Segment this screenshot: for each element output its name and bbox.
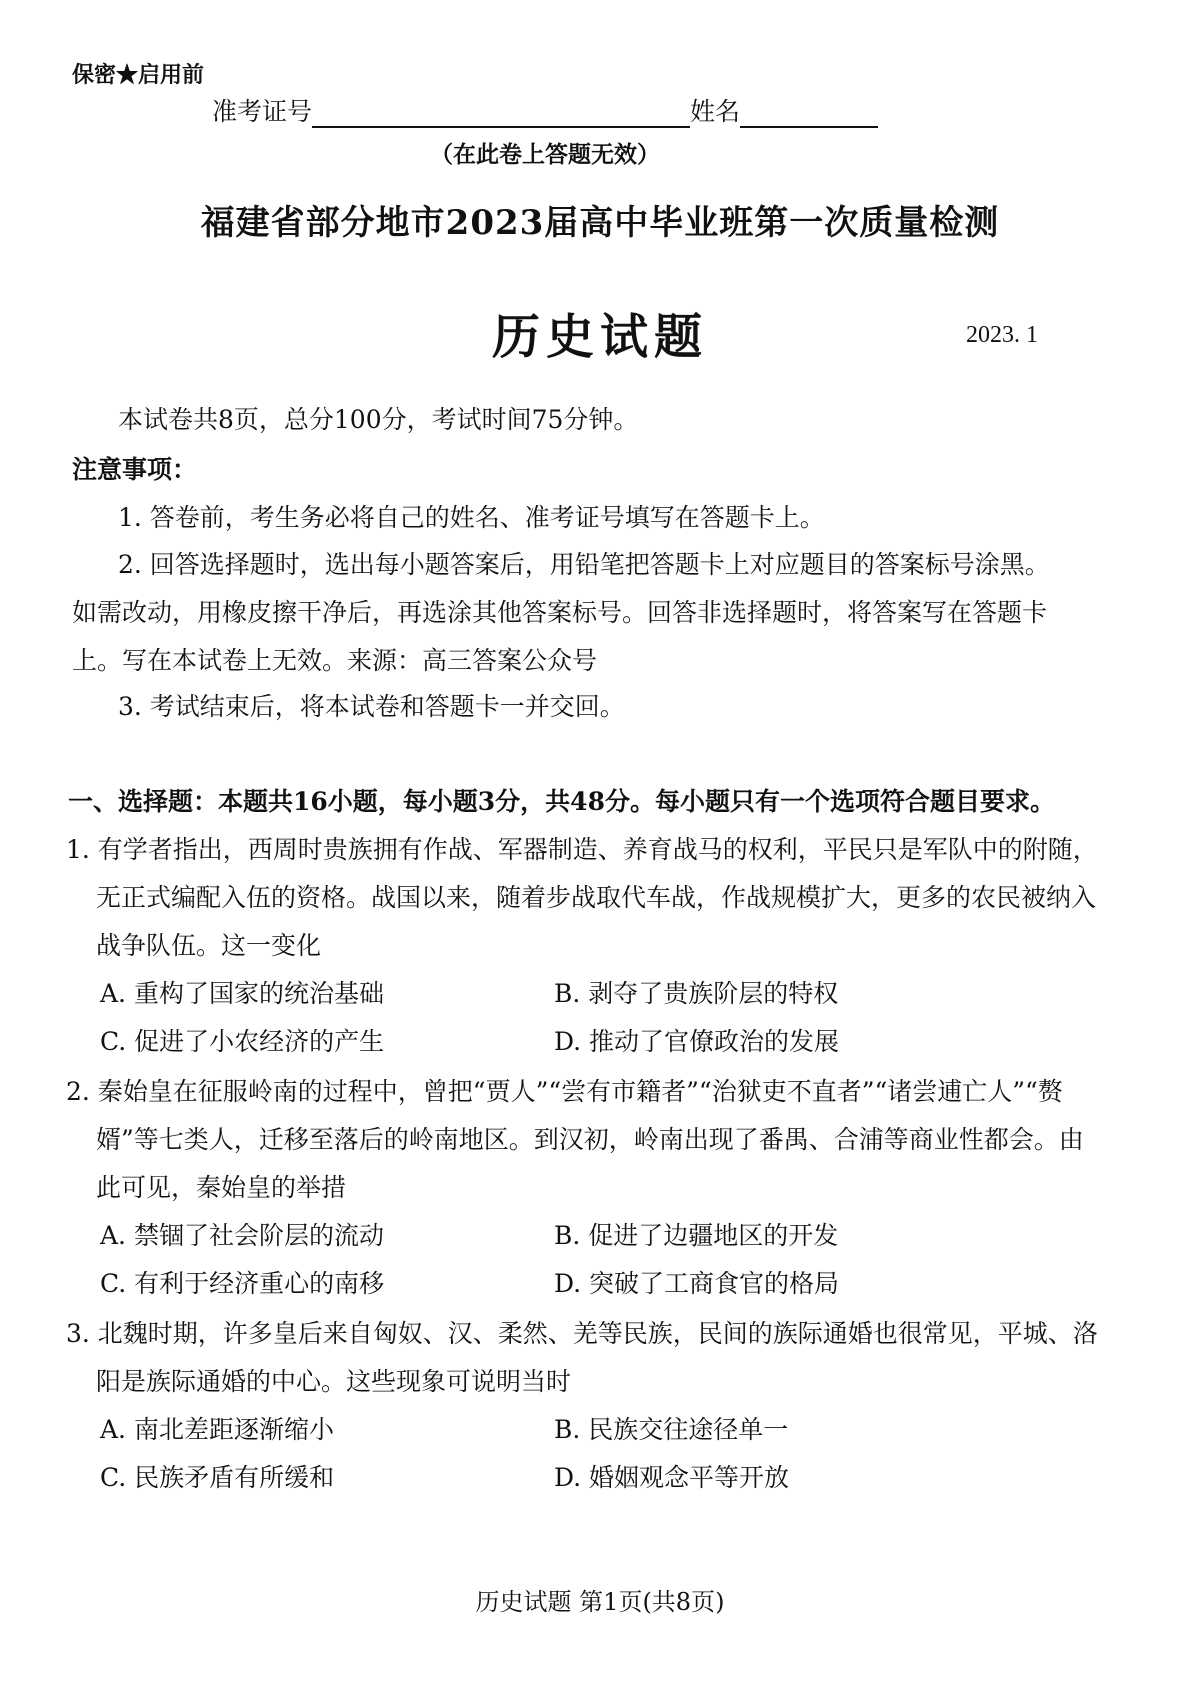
name-blank bbox=[740, 100, 878, 128]
question-1-option-c: C. 促进了小农经济的产生 bbox=[100, 1027, 385, 1056]
exam-intro: 本试卷共8页，总分100分，考试时间75分钟。 bbox=[118, 405, 639, 434]
question-2-option-c: C. 有利于经济重心的南移 bbox=[100, 1269, 385, 1298]
confidential-label: 保密★启用前 bbox=[72, 62, 205, 88]
question-1-option-b: B. 剥夺了贵族阶层的特权 bbox=[554, 979, 839, 1008]
question-2-option-d: D. 突破了工商食官的格局 bbox=[554, 1269, 840, 1298]
name-label: 姓名 bbox=[690, 97, 741, 126]
section-heading: 一、选择题：本题共16小题，每小题3分，共48分。每小题只有一个选项符合题目要求。 bbox=[68, 787, 1055, 816]
exam-title: 福建省部分地市2023届高中毕业班第一次质量检测 bbox=[200, 203, 1000, 243]
question-1-option-d: D. 推动了官僚政治的发展 bbox=[554, 1027, 840, 1056]
question-3-stem: 3. 北魏时期，许多皇后来自匈奴、汉、柔然、羌等民族，民间的族际通婚也很常见，平城、洛阳是族际通婚的中心。这些现象可说明当时 bbox=[66, 1319, 1098, 1396]
page-footer: 历史试题 第1页(共8页) bbox=[475, 1588, 725, 1616]
notice-item-1: 1. 答卷前，考生务必将自己的姓名、准考证号填写在答题卡上。 bbox=[118, 503, 825, 532]
exam-date: 2023. 1 bbox=[966, 322, 1038, 348]
question-1-stem: 1. 有学者指出，西周时贵族拥有作战、军器制造、养育战马的权利，平民只是军队中的附随，无正式编配入伍的资格。战国以来，随着步战取代车战，作战规模扩大，更多的农民被纳入战争队伍。这一变化 bbox=[66, 835, 1098, 960]
answer-invalid-warning: （在此卷上答题无效） bbox=[430, 141, 660, 168]
notice-item-2: 2. 回答选择题时，选出每小题答案后，用铅笔把答题卡上对应题目的答案标号涂黑。如需改动，用橡皮擦干净后，再选涂其他答案标号。回答非选择题时，将答案写在答题卡上。写在本试卷上无效。来源：高三答案公众号 bbox=[72, 550, 1050, 675]
notice-heading: 注意事项： bbox=[72, 455, 198, 484]
ticket-number-blank bbox=[312, 100, 690, 128]
question-1-option-a: A. 重构了国家的统治基础 bbox=[100, 979, 384, 1008]
question-3-option-c: C. 民族矛盾有所缓和 bbox=[100, 1463, 335, 1492]
question-2-option-b: B. 促进了边疆地区的开发 bbox=[554, 1221, 839, 1250]
subject-title: 历史试题 bbox=[491, 309, 708, 365]
notice-item-3: 3. 考试结束后，将本试卷和答题卡一并交回。 bbox=[118, 692, 625, 721]
ticket-number-label: 准考证号 bbox=[212, 97, 313, 126]
candidate-info-row bbox=[212, 92, 878, 128]
question-3-option-d: D. 婚姻观念平等开放 bbox=[554, 1463, 790, 1492]
question-2-option-a: A. 禁锢了社会阶层的流动 bbox=[100, 1221, 384, 1250]
question-3-option-a: A. 南北差距逐渐缩小 bbox=[100, 1415, 334, 1444]
question-2-stem: 2. 秦始皇在征服岭南的过程中，曾把“贾人”“尝有市籍者”“治狱吏不直者”“诸尝逋亡人”“赘婿”等七类人，迁移至落后的岭南地区。到汉初，岭南出现了番禺、合浦等商业性都会。由此可见，秦始皇的举措 bbox=[66, 1077, 1084, 1202]
question-3-option-b: B. 民族交往途径单一 bbox=[554, 1415, 789, 1444]
